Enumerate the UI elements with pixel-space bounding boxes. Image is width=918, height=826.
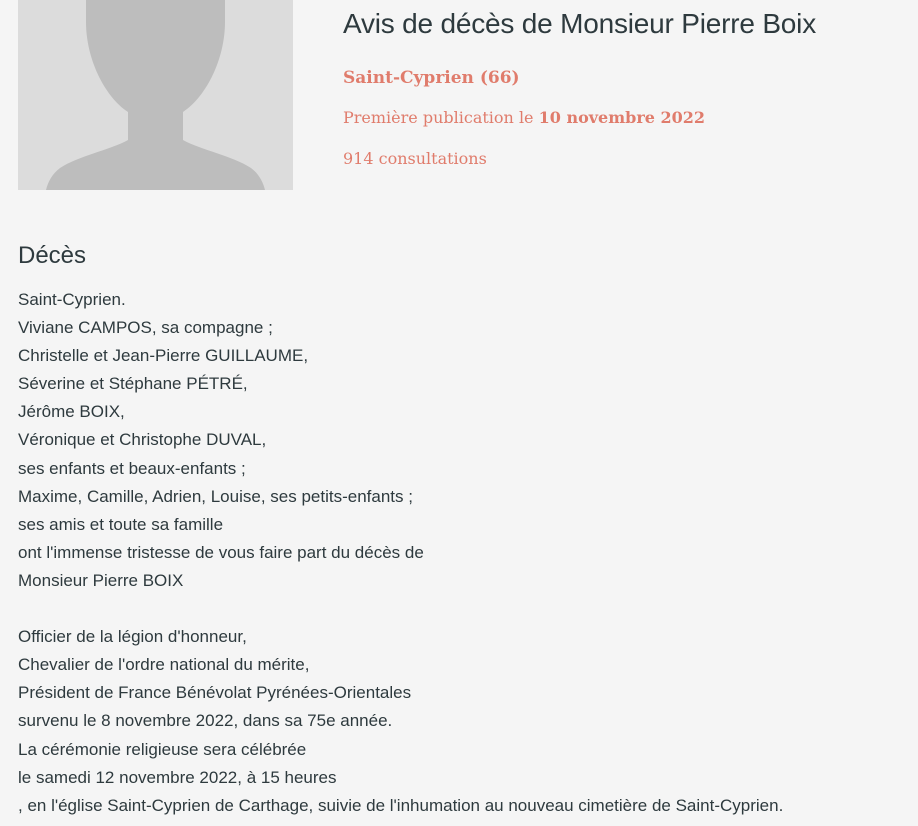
body-line: Séverine et Stéphane PÉTRÉ, bbox=[18, 374, 248, 394]
body-line: Maxime, Camille, Adrien, Louise, ses petits-enfants ; bbox=[18, 486, 413, 506]
page-title: Avis de décès de Monsieur Pierre Boix bbox=[343, 8, 816, 39]
body-line: Jérôme BOIX, bbox=[18, 402, 125, 422]
body-line: Viviane CAMPOS, sa compagne ; bbox=[18, 318, 273, 338]
body-line: Saint-Cyprien. bbox=[18, 290, 126, 309]
body-line: survenu le 8 novembre 2022, dans sa 75e année. bbox=[18, 711, 393, 731]
body-line: ses enfants et beaux-enfants ; bbox=[18, 458, 246, 478]
publication-info bbox=[343, 108, 705, 127]
avatar bbox=[18, 0, 293, 190]
body-line: Officier de la légion d'honneur, bbox=[18, 627, 247, 647]
body-line: Véronique et Christophe DUVAL, bbox=[18, 430, 267, 450]
location-label: Saint-Cyprien (66) bbox=[343, 68, 520, 88]
body-line: , en l'église Saint-Cyprien de Carthage, suivie de l'inhumation au nouveau cimetière de Saint-Cyprien. bbox=[18, 795, 784, 815]
section-heading: Décès bbox=[18, 242, 87, 269]
body-line: ont l'immense tristesse de vous faire part du décès de bbox=[18, 542, 424, 562]
person-silhouette-icon bbox=[18, 0, 293, 190]
body-line: Christelle et Jean-Pierre GUILLAUME, bbox=[18, 346, 309, 366]
publication-prefix: Première publication le bbox=[343, 108, 539, 127]
body-line: Chevalier de l'ordre national du mérite, bbox=[18, 655, 310, 675]
body-line: le samedi 12 novembre 2022, à 15 heures bbox=[18, 767, 337, 787]
body-line: Monsieur Pierre BOIX bbox=[18, 570, 184, 590]
paragraph-spacer bbox=[18, 595, 913, 623]
views-count: 914 consultations bbox=[343, 149, 487, 168]
body-line: ses amis et toute sa famille bbox=[18, 514, 224, 534]
body-line: La cérémonie religieuse sera célébrée bbox=[18, 739, 307, 759]
body-line: Président de France Bénévolat Pyrénées-Orientales bbox=[18, 683, 412, 703]
publication-date: 10 novembre 2022 bbox=[538, 108, 706, 127]
notice-body bbox=[18, 286, 913, 820]
